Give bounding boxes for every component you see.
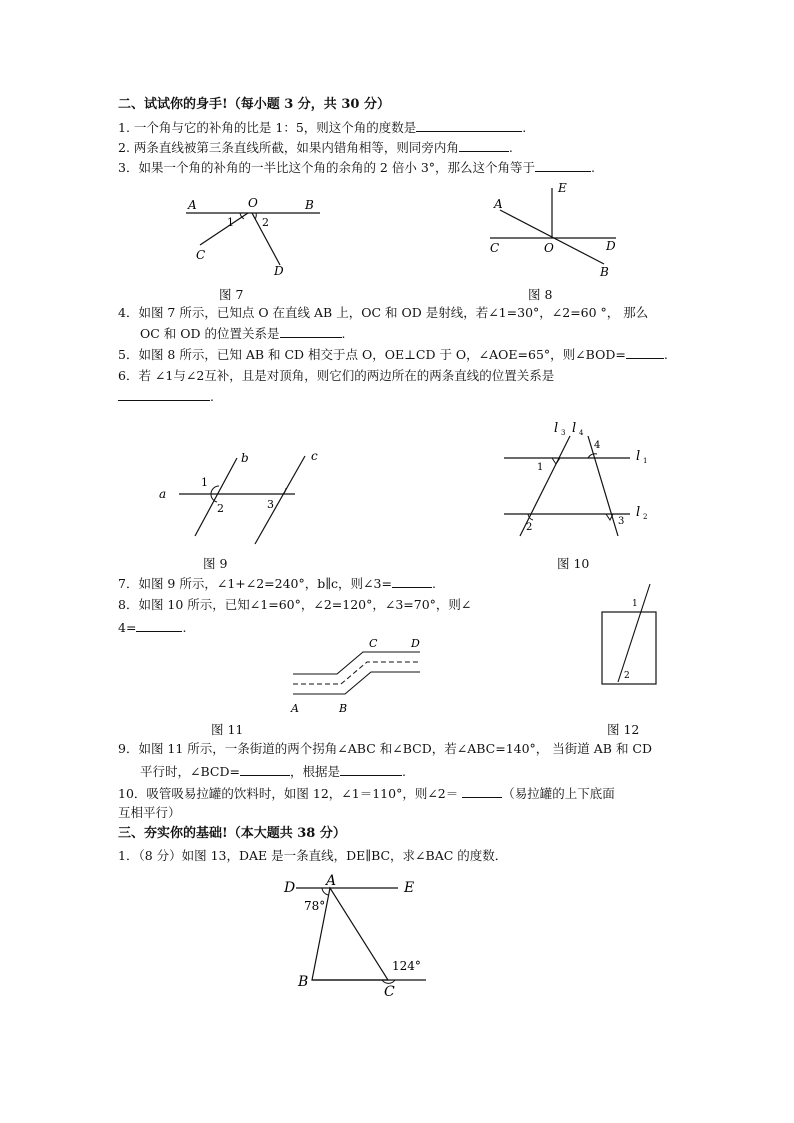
question-8-line-2: 4= . (118, 620, 187, 635)
question-10-text-a: 10．吸管吸易拉罐的饮料时，如图 12，∠1＝110°，则∠2＝ (118, 786, 459, 801)
fig7-label-2: 2 (262, 216, 269, 229)
question-5: 5．如图 8 所示，已知 AB 和 CD 相交于点 O，OE⊥CD 于 O，∠AOE=65°，则∠BOD= . (118, 347, 668, 362)
question-7: 7．如图 9 所示，∠1+∠2=240°，b∥c，则∠3= . (118, 576, 436, 591)
question-10-line-2: 互相平行） (118, 805, 181, 820)
fig7-label-b: B (305, 198, 314, 212)
answer-blank[interactable] (280, 325, 342, 338)
question-2: 2. 两条直线被第三条直线所截，如果内错角相等，则同旁内角 . (118, 140, 513, 155)
fig7-label-o: O (248, 196, 258, 210)
fig9-label-3: 3 (267, 498, 274, 511)
fig10-angle-1: 1 (537, 462, 544, 473)
fig9-label-2: 2 (217, 502, 224, 515)
fig8-label-b: B (600, 265, 609, 279)
fig10-label-l4: l (572, 421, 577, 436)
question-7-text: 7．如图 9 所示，∠1+∠2=240°，b∥c，则∠3= (118, 576, 392, 591)
fig8-label-c: C (490, 241, 500, 255)
figure-9 (155, 448, 335, 548)
answer-blank[interactable] (462, 785, 502, 798)
figure-11-caption: 图 11 (211, 722, 244, 737)
question-8-line-1: 8．如图 10 所示，已知∠1=60°，∠2=120°，∠3=70°，则∠ (118, 597, 472, 612)
fig13-label-c: C (384, 984, 395, 1000)
figure-9-caption: 图 9 (203, 556, 228, 571)
fig9-label-a: a (159, 487, 167, 501)
question-1: 1. 一个角与它的补角的比是 1：5，则这个角的度数是 . (118, 120, 527, 135)
fig7-label-d: D (274, 264, 284, 278)
section-2-heading: 二、试试你的身手!（每小题 3 分，共 30 分） (118, 97, 390, 112)
question-3: 3．如果一个角的补角的一半比这个角的余角的 2 倍小 3°，那么这个角等于 . (118, 160, 596, 175)
figure-8-caption: 图 8 (528, 287, 553, 302)
fig7-label-a: A (188, 198, 197, 212)
fig11-label-b: B (339, 702, 348, 715)
fig9-label-b: b (241, 451, 249, 465)
answer-blank[interactable] (459, 139, 509, 152)
fig7-label-c: C (196, 248, 206, 262)
question-9-text-a: 平行时，∠BCD= (140, 764, 240, 779)
answer-blank[interactable] (136, 619, 182, 632)
question-9-line-2: 平行时，∠BCD= ，根据是 . (140, 764, 406, 779)
question-6-line-2: . (118, 388, 214, 405)
fig13-label-a: A (326, 873, 337, 889)
figure-7-caption: 图 7 (219, 287, 244, 302)
answer-blank[interactable] (340, 763, 402, 776)
answer-blank[interactable] (535, 159, 591, 172)
answer-blank[interactable] (416, 119, 522, 132)
fig10-angle-4: 4 (594, 440, 601, 451)
fig9-label-c: c (311, 449, 318, 463)
fig10-sub-2: 2 (643, 513, 648, 521)
figure-12 (598, 582, 668, 688)
question-4-line-1: 4．如图 7 所示，已知点 O 在直线 AB 上，OC 和 OD 是射线，若∠1=30°，∠2=60 °， 那么 (118, 305, 649, 320)
fig8-label-a: A (494, 197, 503, 211)
fig10-angle-2: 2 (526, 522, 533, 533)
answer-blank[interactable] (118, 388, 210, 401)
section-3-question-1: 1．（8 分）如图 13，DAE 是一条直线，DE∥BC，求∠BAC 的度数． (118, 848, 508, 863)
fig10-angle-3: 3 (618, 516, 625, 527)
fig8-label-d: D (606, 239, 616, 253)
question-10-text-b: （易拉罐的上下底面 (502, 786, 615, 801)
figure-13 (280, 872, 440, 1000)
fig8-label-o: O (544, 241, 554, 255)
figure-10-caption: 图 10 (557, 556, 590, 571)
question-8-text: 4= (118, 620, 137, 635)
figure-7 (180, 195, 330, 280)
fig11-label-d: D (411, 637, 420, 650)
fig13-angle-78: 78° (304, 899, 326, 913)
question-4-text: OC 和 OD 的位置关系是 (140, 326, 280, 341)
fig10-label-l2: l (636, 505, 641, 520)
question-4-line-2: OC 和 OD 的位置关系是 . (140, 326, 346, 341)
question-9-text-b: ，根据是 (289, 764, 340, 779)
question-5-text: 5．如图 8 所示，已知 AB 和 CD 相交于点 O，OE⊥CD 于 O，∠AOE=65°，则∠BOD= (118, 347, 626, 362)
fig10-label-l3: l (554, 421, 559, 436)
question-9-line-1: 9．如图 11 所示，一条街道的两个拐角∠ABC 和∠BCD，若∠ABC=140°， 当街道 AB 和 CD (118, 741, 652, 756)
fig8-label-e: E (558, 181, 567, 195)
section-3-heading: 三、夯实你的基础!（本大题共 38 分） (118, 826, 346, 841)
answer-blank[interactable] (392, 575, 432, 588)
question-10-line-1 (118, 785, 615, 802)
fig9-label-1: 1 (201, 476, 208, 489)
question-1-text: 1. 一个角与它的补角的比是 1：5，则这个角的度数是 (118, 120, 417, 135)
fig12-label-1: 1 (632, 599, 638, 609)
question-3-text: 3．如果一个角的补角的一半比这个角的余角的 2 倍小 3°，那么这个角等于 (118, 160, 536, 175)
figure-10 (500, 418, 660, 548)
fig11-label-c: C (369, 637, 378, 650)
figure-8 (486, 180, 626, 280)
fig13-label-b: B (298, 974, 309, 990)
fig7-label-1: 1 (227, 216, 234, 229)
answer-blank[interactable] (240, 763, 290, 776)
figure-11 (285, 636, 435, 716)
fig10-label-l1: l (636, 449, 641, 464)
fig10-sub-3: 3 (561, 429, 566, 437)
question-6-line-1: 6．若 ∠1与∠2互补，且是对顶角，则它们的两边所在的两条直线的位置关系是 (118, 368, 555, 383)
fig10-sub-4: 4 (579, 429, 584, 437)
fig11-label-a: A (291, 702, 299, 715)
question-2-text: 2. 两条直线被第三条直线所截，如果内错角相等，则同旁内角 (118, 140, 459, 155)
answer-blank[interactable] (626, 346, 664, 359)
fig13-label-d: D (284, 880, 296, 896)
fig13-label-e: E (404, 880, 415, 896)
fig10-sub-1: 1 (643, 457, 648, 465)
fig13-angle-124: 124° (392, 959, 421, 973)
figure-12-caption: 图 12 (607, 722, 640, 737)
fig12-label-2: 2 (624, 671, 630, 681)
